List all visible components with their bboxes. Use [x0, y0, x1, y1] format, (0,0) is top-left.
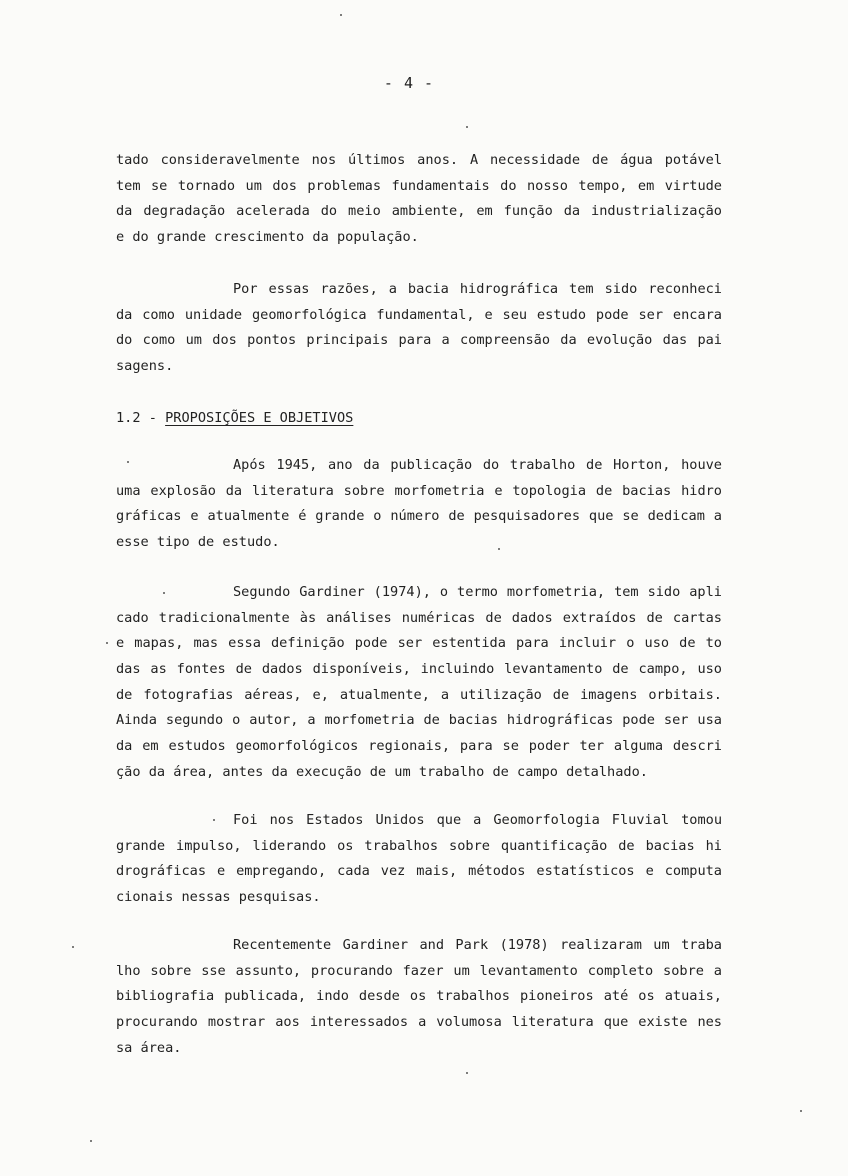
scan-speck	[800, 1110, 802, 1112]
section-number: 1.2 -	[116, 410, 157, 426]
text-line: grande impulso, liderando os trabalhos sobre quantificação de bacias hi	[116, 837, 722, 854]
scan-speck	[498, 548, 500, 550]
scan-speck	[213, 819, 215, 821]
text-line: sa área.	[116, 1039, 182, 1056]
text-line: da como unidade geomorfológica fundamental, e seu estudo pode ser encara	[116, 306, 722, 323]
text-line: Segundo Gardiner (1974), o termo morfometria, tem sido apli	[233, 584, 722, 600]
text-line: ção da área, antes da execução de um trabalho de campo detalhado.	[116, 763, 648, 780]
text-line: tem se tornado um dos problemas fundamentais do nosso tempo, em virtude	[116, 177, 722, 194]
section-heading	[116, 406, 353, 431]
text-line: cionais nessas pesquisas.	[116, 889, 321, 906]
text-line: drográficas e empregando, cada vez mais, métodos estatísticos e computa	[116, 863, 722, 880]
text-line: tado consideravelmente nos últimos anos. A necessidade de água potável	[116, 152, 722, 168]
paragraph	[116, 580, 722, 786]
paragraph	[116, 933, 722, 1061]
scan-speck	[163, 592, 165, 594]
text-line: do como um dos pontos principais para a compreensão da evolução das pai	[116, 332, 722, 349]
text-line: Recentemente Gardiner and Park (1978) realizaram um traba	[233, 937, 722, 953]
text-line: procurando mostrar aos interessados a volumosa literatura que existe nes	[116, 1014, 722, 1031]
text-line: lho sobre sse assunto, procurando fazer um levantamento completo sobre a	[116, 962, 722, 979]
scan-speck	[340, 14, 342, 16]
text-line: das as fontes de dados disponíveis, incluindo levantamento de campo, uso	[116, 661, 722, 678]
text-line: Ainda segundo o autor, a morfometria de bacias hidrográficas pode ser usa	[116, 712, 722, 729]
text-line: Por essas razões, a bacia hidrográfica tem sido reconheci	[233, 281, 722, 297]
page-number: - 4 -	[383, 74, 435, 92]
text-line: de fotografias aéreas, e, atualmente, a utilização de imagens orbitais.	[116, 686, 722, 703]
scan-speck	[466, 1072, 468, 1074]
text-line: cado tradicionalmente às análises numéricas de dados extraídos de cartas	[116, 609, 722, 626]
text-line: Após 1945, ano da publicação do trabalho de Horton, houve	[233, 457, 722, 473]
scan-speck	[127, 461, 129, 463]
scan-speck	[466, 126, 468, 128]
text-line: da degradação acelerada do meio ambiente, em função da industrialização	[116, 203, 722, 220]
text-line: esse tipo de estudo.	[116, 534, 280, 551]
section-title: PROPOSIÇÕES E OBJETIVOS	[165, 410, 354, 426]
scan-speck	[106, 642, 108, 644]
paragraph	[116, 453, 722, 556]
text-line: Foi nos Estados Unidos que a Geomorfologia Fluvial tomou	[233, 812, 722, 828]
paragraph	[116, 808, 722, 911]
text-line: uma explosão da literatura sobre morfometria e topologia de bacias hidro	[116, 482, 722, 499]
scan-speck	[90, 1140, 92, 1142]
text-line: gráficas e atualmente é grande o número de pesquisadores que se dedicam a	[116, 508, 722, 525]
text-line: e mapas, mas essa definição pode ser estentida para incluir o uso de to	[116, 635, 722, 652]
text-line: sagens.	[116, 358, 174, 375]
text-line: e do grande crescimento da população.	[116, 229, 419, 246]
text-line: bibliografia publicada, indo desde os trabalhos pioneiros até os atuais,	[116, 988, 722, 1005]
scan-speck	[72, 946, 74, 948]
paragraph	[116, 148, 722, 251]
paragraph	[116, 277, 722, 380]
text-line: da em estudos geomorfológicos regionais, para se poder ter alguma descri	[116, 738, 722, 755]
